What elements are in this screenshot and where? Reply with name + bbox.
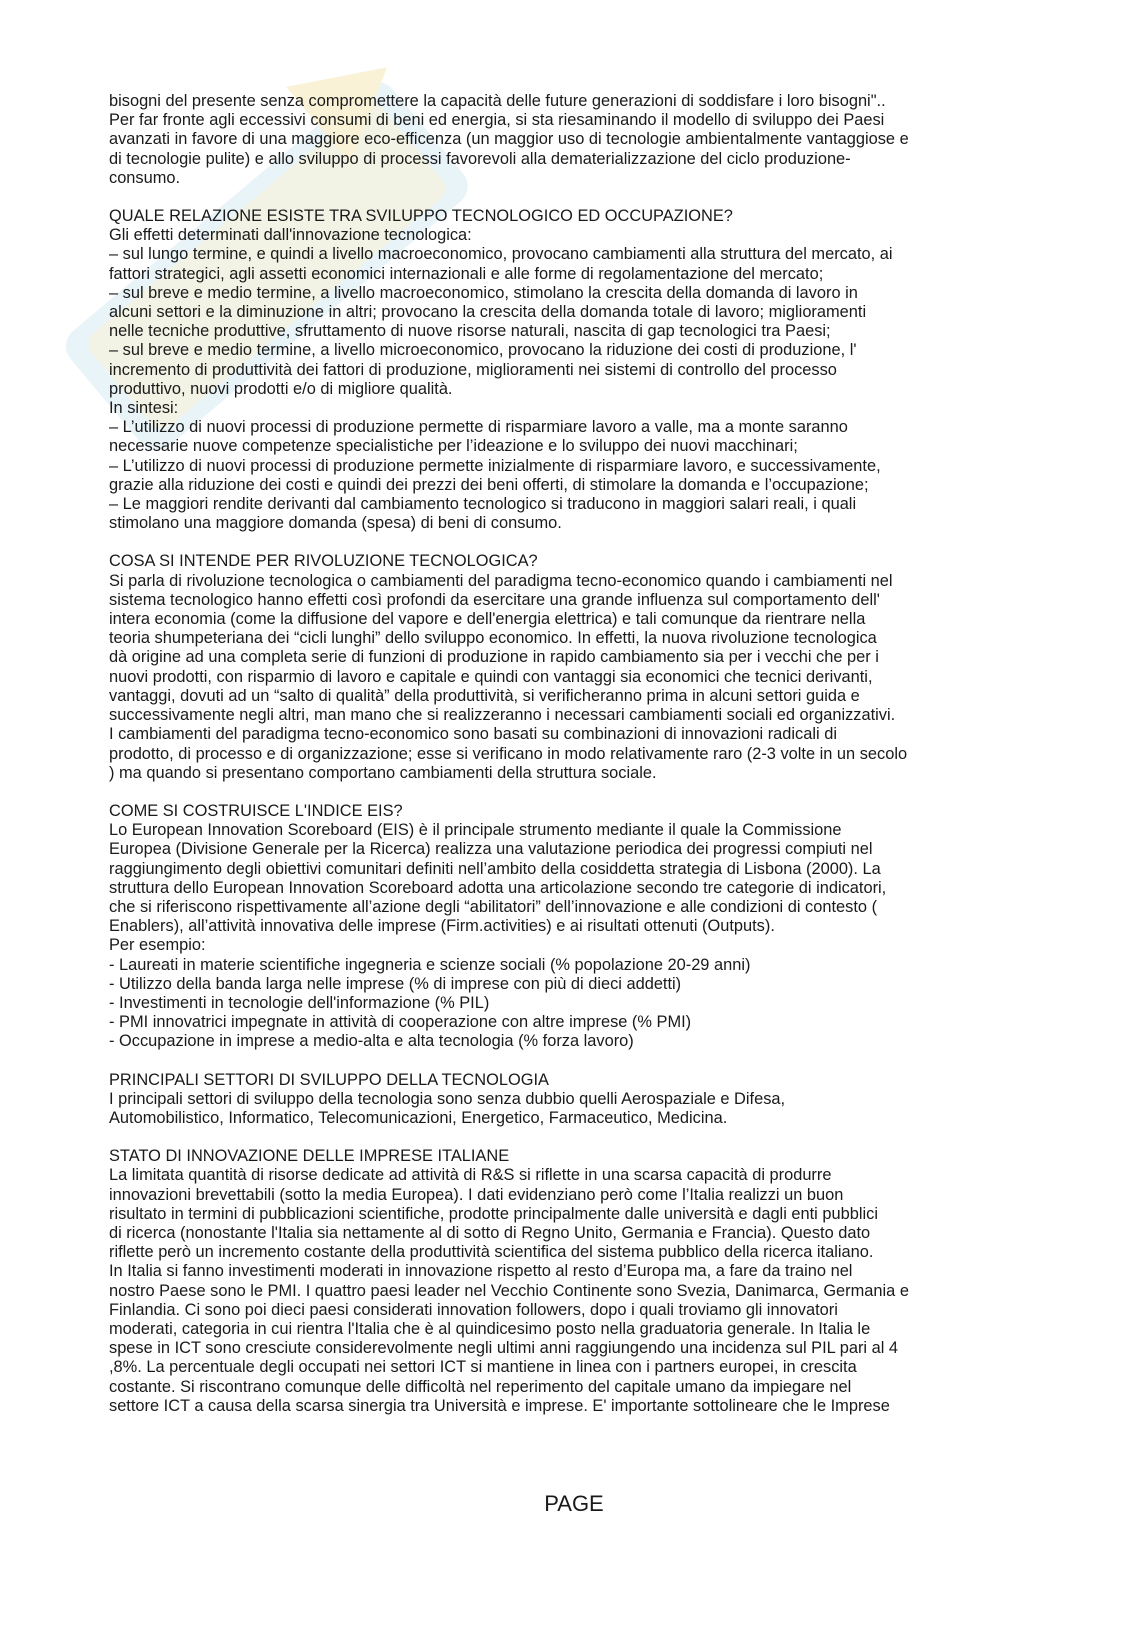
text-line: teoria shumpeteriana dei “cicli lunghi” dello sviluppo economico. In effetti, la nuova rivoluzione tecnologica	[109, 629, 877, 648]
text-line: La limitata quantità di risorse dedicate ad attività di R&S si riflette in una scarsa capacità di produrre	[109, 1166, 832, 1185]
list-item: - Utilizzo della banda larga nelle imprese (% di imprese con più di dieci addetti)	[109, 974, 682, 993]
text-line: dà origine ad una completa serie di funzioni di produzione in rapido cambiamento sia per i vecchi che per i	[109, 648, 879, 667]
text-line: In sintesi:	[109, 399, 179, 418]
section-heading: COSA SI INTENDE PER RIVOLUZIONE TECNOLOGICA?	[109, 552, 538, 571]
text-line: moderati, categoria in cui rientra l'Italia che è al quindicesimo posto nella graduatoria generale. In Italia le	[109, 1319, 871, 1338]
text-line: alcuni settori e la diminuzione in altri; provocano la crescita della domanda totale di lavoro; miglioramenti	[109, 303, 867, 322]
section-heading: STATO DI INNOVAZIONE DELLE IMPRESE ITALIANE	[109, 1147, 510, 1166]
text-line: Lo European Innovation Scoreboard (EIS) è il principale strumento mediante il quale la Commissione	[109, 821, 842, 840]
text-line: vantaggi, dovuti ad un “salto di qualità” della produttività, si verificheranno prima in alcuni settori guida e	[109, 686, 860, 705]
text-line: settore ICT a causa della scarsa sinergia tra Università e imprese. E' importante sottolineare che le Imprese	[109, 1396, 890, 1415]
text-line: – L’utilizzo di nuovi processi di produzione permette di risparmiare lavoro a valle, ma a monte saranno	[109, 418, 848, 437]
section-eis	[109, 802, 1049, 1052]
text-line: Si parla di rivoluzione tecnologica o cambiamenti del paradigma tecno-economico quando i cambiamenti nel	[109, 571, 893, 590]
document-body	[109, 92, 1049, 1416]
text-line: – sul breve e medio termine, a livello macroeconomico, stimolano la crescita della domanda di lavoro in	[109, 283, 858, 302]
text-line: che si riferiscono rispettivamente all’azione degli “abilitatori” dell’innovazione e alle condizioni di contesto (	[109, 897, 878, 916]
text-line: nostro Paese sono le PMI. I quattro paesi leader nel Vecchio Continente sono Svezia, Danimarca, Germania e	[109, 1281, 909, 1300]
section-occupazione	[109, 207, 1049, 533]
text-line: I principali settori di sviluppo della tecnologia sono senza dubbio quelli Aerospaziale e Difesa,	[109, 1089, 786, 1108]
list-item: - PMI innovatrici impegnate in attività di cooperazione con altre imprese (% PMI)	[109, 1013, 692, 1032]
text-line: Automobilistico, Informatico, Telecomunicazioni, Energetico, Farmaceutico, Medicina.	[109, 1108, 728, 1127]
text-line: Europea (Divisione Generale per la Ricerca) realizza una valutazione periodica dei progressi compiuti nel	[109, 840, 873, 859]
text-line: risultato in termini di pubblicazioni scientifiche, prodotte principalmente dalle università e dagli enti pubblici	[109, 1204, 878, 1223]
text-line: produttivo, nuovi prodotti e/o di migliore qualità.	[109, 379, 453, 398]
section-imprese-italiane	[109, 1147, 1049, 1416]
text-line: innovazioni brevettabili (sotto la media Europea). I dati evidenziano però come l’Italia realizzi un buon	[109, 1185, 844, 1204]
text-line: intera economia (come la diffusione del vapore e dell'energia elettrica) e tali comunque da rientrare nella	[109, 610, 866, 629]
section-rivoluzione	[109, 552, 1049, 782]
text-line: – sul breve e medio termine, a livello microeconomico, provocano la riduzione dei costi di produzione, l'	[109, 341, 857, 360]
text-line: struttura dello European Innovation Scoreboard adotta una articolazione secondo tre categorie di indicatori,	[109, 878, 887, 897]
text-line: nuovi prodotti, con risparmio di lavoro e capitale e quindi con vantaggi sia economici che tecnici derivanti,	[109, 667, 873, 686]
list-item: - Investimenti in tecnologie dell'informazione (% PIL)	[109, 993, 490, 1012]
text-line: nelle tecniche produttive, sfruttamento di nuove risorse naturali, nascita di gap tecnologici tra Paesi;	[109, 322, 831, 341]
text-line: grazie alla riduzione dei costi e quindi dei prezzi dei beni offerti, di stimolare la domanda e l’occupazione;	[109, 475, 869, 494]
text-line: – Le maggiori rendite derivanti dal cambiamento tecnologico si traducono in maggiori salari reali, i quali	[109, 495, 857, 514]
text-line: fattori strategici, agli assetti economici internazionali e alle forme di regolamentazione del mercato;	[109, 264, 824, 283]
page-footer-label: PAGE	[544, 1491, 604, 1516]
text-line: riflette però un incremento costante della produttività scientifica del sistema pubblico della ricerca italiano.	[109, 1243, 874, 1262]
text-line: consumo.	[109, 168, 181, 187]
section-heading: QUALE RELAZIONE ESISTE TRA SVILUPPO TECNOLOGICO ED OCCUPAZIONE?	[109, 207, 733, 226]
section-heading: PRINCIPALI SETTORI DI SVILUPPO DELLA TECNOLOGIA	[109, 1070, 549, 1089]
text-line: prodotto, di processo e di organizzazione; esse si verificano in modo relativamente raro (2-3 volte in un secolo	[109, 744, 908, 763]
text-line: necessarie nuove competenze specialistiche per l’ideazione e lo sviluppo dei nuovi macchinari;	[109, 437, 798, 456]
text-line: ,8%. La percentuale degli occupati nei settori ICT si mantiene in linea con i partners europei, in crescita	[109, 1358, 857, 1377]
text-line: ) ma quando si presentano comportano cambiamenti della struttura sociale.	[109, 763, 657, 782]
text-line: spese in ICT sono cresciute considerevolmente negli ultimi anni raggiungendo una incidenza sul PIL pari al 4	[109, 1339, 899, 1358]
text-line: – sul lungo termine, e quindi a livello macroeconomico, provocano cambiamenti alla struttura del mercato, ai	[109, 245, 893, 264]
text-line: successivamente negli altri, man mano che si realizzeranno i necessari cambiamenti sociali ed organizzativi.	[109, 706, 896, 725]
text-line: Gli effetti determinati dall'innovazione tecnologica:	[109, 226, 472, 245]
text-line: Per far fronte agli eccessivi consumi di beni ed energia, si sta riesaminando il modello di sviluppo dei Paesi	[109, 111, 885, 130]
text-line: I cambiamenti del paradigma tecno-economico sono basati su combinazioni di innovazioni radicali di	[109, 725, 837, 744]
text-line: incremento di produttività dei fattori di produzione, miglioramenti nei sistemi di controllo del processo	[109, 360, 837, 379]
text-line: In Italia si fanno investimenti moderati in innovazione rispetto al resto d’Europa ma, a fare da traino nel	[109, 1262, 853, 1281]
text-line: sistema tecnologico hanno effetti così profondi da esercitare una grande influenza sul comportamento dell'	[109, 590, 880, 609]
text-line: di ricerca (nonostante l'Italia sia nettamente al di sotto di Regno Unito, Germania e Francia). Questo dato	[109, 1223, 871, 1242]
text-line: costante. Si riscontrano comunque delle difficoltà nel reperimento del capitale umano da impiegare nel	[109, 1377, 852, 1396]
list-item: - Laureati in materie scientifiche ingegneria e scienze sociali (% popolazione 20-29 anni)	[109, 955, 751, 974]
text-line: bisogni del presente senza compromettere la capacità delle future generazioni di soddisfare i loro bisogni"..	[109, 92, 886, 110]
text-line: Finlandia. Ci sono poi dieci paesi considerati innovation followers, dopo i quali troviamo gli innovatori	[109, 1300, 838, 1319]
section-settori	[109, 1071, 1049, 1129]
text-line: – L’utilizzo di nuovi processi di produzione permette inizialmente di risparmiare lavoro, e successivamente,	[109, 456, 881, 475]
section-heading: COME SI COSTRUISCE L'INDICE EIS?	[109, 801, 403, 820]
text-line: raggiungimento degli obiettivi comunitari definiti nell’ambito della cosiddetta strategia di Lisbona (2000). La	[109, 859, 881, 878]
text-line: di tecnologie pulite) e allo sviluppo di processi favorevoli alla dematerializzazione del ciclo produzione-	[109, 149, 851, 168]
text-line: Per esempio:	[109, 936, 206, 955]
text-line: stimolano una maggiore domanda (spesa) di beni di consumo.	[109, 514, 562, 533]
text-line: avanzati in favore di una maggiore eco-efficenza (un maggior uso di tecnologie ambientalmente vantaggiose e	[109, 130, 909, 149]
intro-paragraph	[109, 92, 1049, 188]
list-item: - Occupazione in imprese a medio-alta e alta tecnologia (% forza lavoro)	[109, 1032, 634, 1051]
text-line: Enablers), all’attività innovativa delle imprese (Firm.activities) e ai risultati ottenuti (Outputs).	[109, 917, 775, 936]
